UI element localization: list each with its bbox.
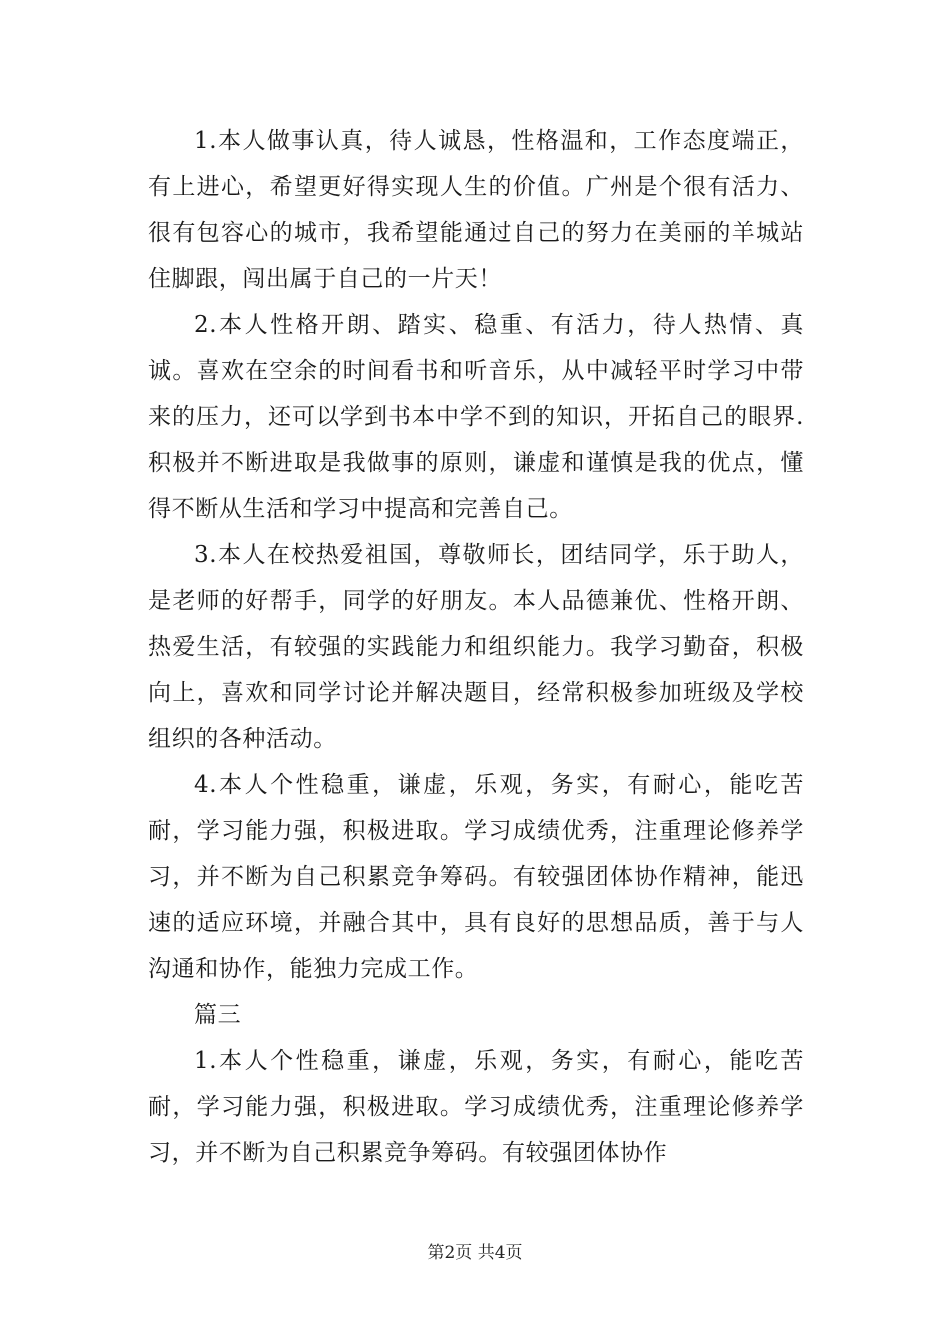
paragraph-4: 4.本人个性稳重，谦虚，乐观，务实，有耐心，能吃苦耐，学习能力强，积极进取。学习成绩优秀，注重理论修养学习，并不断为自己积累竞争筹码。有较强团体协作精神，能迅速的适应环境，并融合其中，具有良好的思想品质，善于与人沟通和协作，能独力完成工作。 — [148, 772, 804, 982]
document-body — [148, 118, 804, 1176]
paragraph-2: 2.本人性格开朗、踏实、稳重、有活力，待人热情、真诚。喜欢在空余的时间看书和听音乐，从中减轻平时学习中带来的压力，还可以学到书本中学不到的知识，开拓自己的眼界.积极并不断进取是我做事的原则，谦虚和谨慎是我的优点，懂得不断从生活和学习中提高和完善自己。 — [148, 312, 804, 522]
section-heading: 篇三 — [194, 1002, 242, 1028]
page-footer: 第2页 共4页 — [427, 1243, 523, 1263]
paragraph-1: 1.本人做事认真，待人诚恳，性格温和，工作态度端正，有上进心，希望更好得实现人生的价值。广州是个很有活力、很有包容心的城市，我希望能通过自己的努力在美丽的羊城站住脚跟，闯出属于自己的一片天！ — [148, 128, 804, 292]
section-paragraph-1: 1.本人个性稳重，谦虚，乐观，务实，有耐心，能吃苦耐，学习能力强，积极进取。学习成绩优秀，注重理论修养学习，并不断为自己积累竞争筹码。有较强团体协作 — [148, 1048, 804, 1166]
paragraph-3: 3.本人在校热爱祖国，尊敬师长，团结同学，乐于助人，是老师的好帮手，同学的好朋友。本人品德兼优、性格开朗、热爱生活，有较强的实践能力和组织能力。我学习勤奋，积极向上，喜欢和同学讨论并解决题目，经常积极参加班级及学校组织的各种活动。 — [148, 542, 804, 752]
